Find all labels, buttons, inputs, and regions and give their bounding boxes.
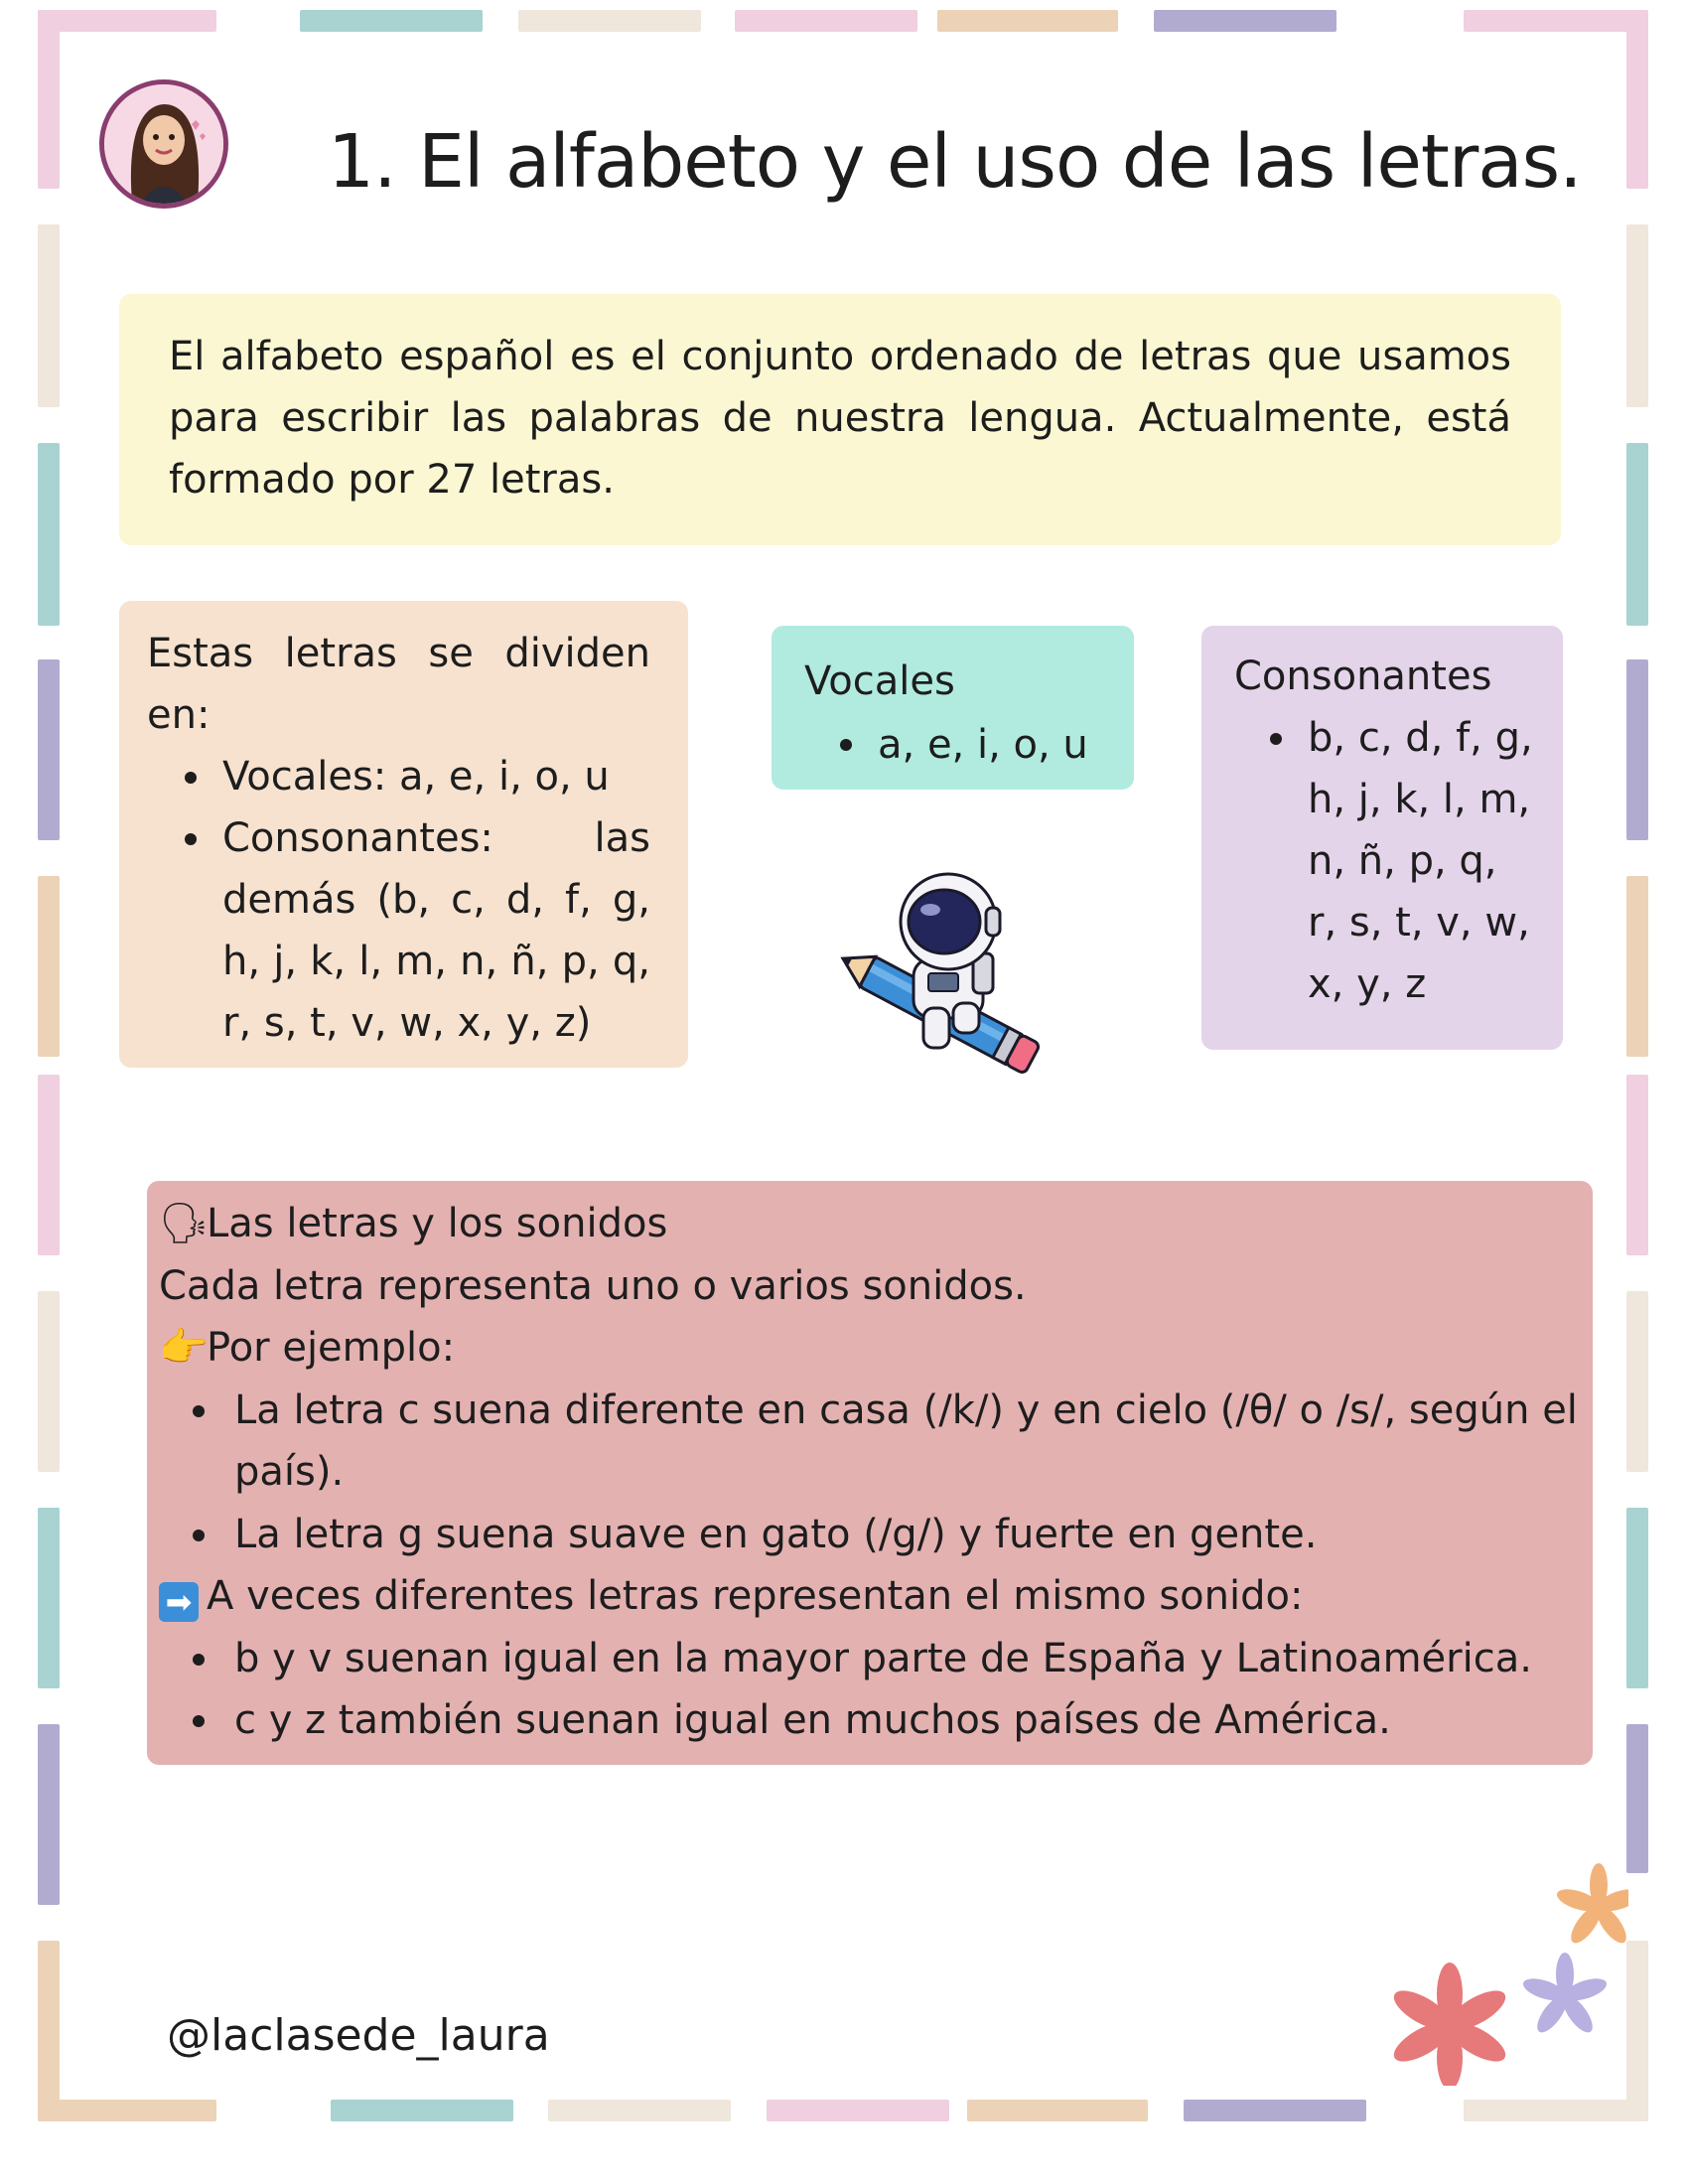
intro-text: El alfabeto español es el conjunto ordenado de letras que usamos para escribir las palabras de nuestra lengua. Actualmente, está formado por 27 letras.: [169, 334, 1511, 503]
footer-handle: @laclasede_laura: [167, 2010, 550, 2061]
consonants-list: [1308, 707, 1533, 1015]
pointing-hand-icon: 👉: [159, 1325, 209, 1371]
list-item: b y v suenan igual en la mayor parte de España y Latinoamérica.: [234, 1628, 1593, 1690]
list-item: a, e, i, o, u: [878, 713, 1134, 777]
vowels-box: [772, 626, 1134, 790]
teacher-avatar-icon: [99, 79, 228, 209]
division-list: [222, 746, 650, 1054]
list-item: La letra g suena suave en gato (/g/) y fuerte en gente.: [234, 1504, 1583, 1566]
example-label: Por ejemplo:: [207, 1325, 456, 1371]
list-item: La letra c suena diferente en casa (/k/) y en cielo (/θ/ o /s/, según el país).: [234, 1380, 1583, 1504]
example-label-row: [159, 1317, 1593, 1380]
sounds-heading: [159, 1193, 1593, 1255]
same-sound-list: [234, 1628, 1593, 1752]
list-item: b, c, d, f, g, h, j, k, l, m, n, ñ, p, q, r, s, t, v, w, x, y, z: [1308, 707, 1533, 1015]
sounds-intro: Cada letra representa uno o varios sonidos.: [159, 1262, 1027, 1309]
sounds-heading-text: Las letras y los sonidos: [207, 1201, 668, 1246]
speaking-head-icon: 🗣: [159, 1201, 210, 1246]
list-item: Vocales: a, e, i, o, u: [222, 746, 650, 807]
list-item: c y z también suenan igual en muchos países de América.: [234, 1689, 1593, 1752]
right-arrow-icon: ➡: [159, 1582, 199, 1622]
same-sound-row: [159, 1565, 1593, 1628]
division-lead: Estas letras se dividen en:: [147, 631, 650, 738]
flower-decoration-icon: [1380, 1857, 1628, 2086]
page-title: 1. El alfabeto y el uso de las letras.: [328, 119, 1582, 205]
astronaut-on-pencil-icon: [839, 864, 1048, 1092]
intro-box: [119, 294, 1561, 545]
vowels-heading: Vocales: [804, 658, 955, 704]
consonants-box: [1201, 626, 1563, 1050]
same-sound-label: A veces diferentes letras representan el mismo sonido:: [207, 1573, 1304, 1619]
vowels-list: [878, 713, 1134, 777]
sounds-box: [147, 1181, 1593, 1765]
examples-list: [234, 1380, 1583, 1566]
list-item: Consonantes: las demás (b, c, d, f, g, h, j, k, l, m, n, ñ, p, q, r, s, t, v, w, x, y, z): [222, 807, 650, 1054]
consonants-heading: Consonantes: [1234, 654, 1492, 699]
division-box: [119, 601, 688, 1068]
